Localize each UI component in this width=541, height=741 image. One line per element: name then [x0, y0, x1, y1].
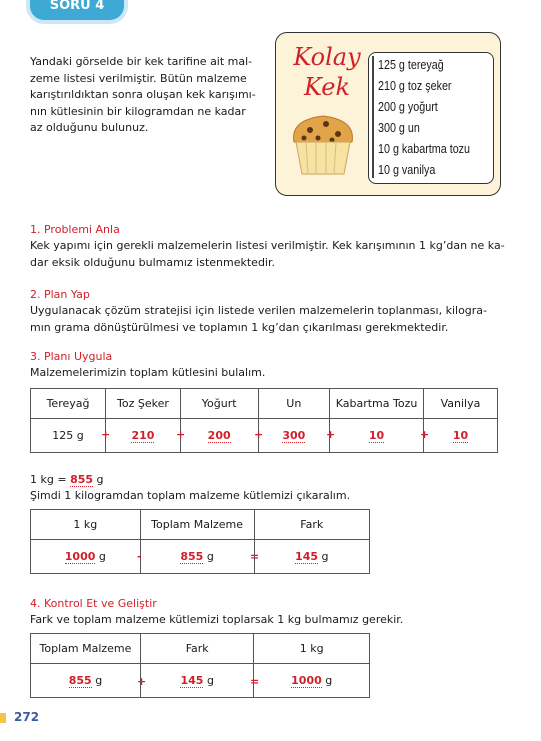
recipe-title — [292, 42, 362, 102]
plus-sign: + — [254, 428, 264, 441]
ingredient-list-rule — [372, 56, 374, 178]
answer-value: 855 — [180, 550, 204, 563]
plus-sign: + — [326, 428, 336, 441]
unit: g — [206, 550, 214, 563]
intro-line: karıştırıldıktan sonra oluşan kek karışımı- — [30, 88, 256, 101]
step2-line: mın grama dönüştürülmesi ve toplamın 1 kg’dan çıkarılması gerekmektedir. — [30, 320, 449, 334]
ingredient-item: 210 g toz şeker — [378, 79, 452, 93]
intro-text — [30, 54, 262, 137]
answer-value: 300 — [282, 429, 306, 442]
answer-value: 200 — [207, 429, 231, 442]
plus-sign: + — [137, 675, 147, 688]
equals-sign: = — [250, 550, 260, 563]
intro-line: zeme listesi verilmiştir. Bütün malzeme — [30, 71, 247, 85]
table-cell — [140, 540, 254, 574]
table-cell — [140, 664, 253, 698]
answer-value: 210 — [131, 429, 155, 442]
kg-prefix: 1 kg = — [30, 473, 71, 486]
muffin-icon — [286, 108, 360, 180]
unit: g — [325, 674, 333, 687]
table-header: Toplam Malzeme — [31, 634, 141, 664]
step3-second-intro: Şimdi 1 kilogramdan toplam malzeme kütlemizi çıkaralım. — [30, 489, 351, 502]
kg-conversion-line — [30, 472, 104, 489]
table-cell — [254, 664, 370, 698]
ingredient-item: 200 g yoğurt — [378, 100, 438, 114]
table-header: 1 kg — [31, 510, 141, 540]
plus-sign: + — [420, 428, 430, 441]
page-marker-bar — [0, 713, 6, 723]
table-header: Tereyağ — [31, 389, 106, 419]
difference-table — [30, 509, 370, 574]
unit: g — [321, 550, 329, 563]
page-number: 272 — [14, 710, 40, 724]
minus-sign: - — [137, 550, 142, 563]
intro-line: Yandaki görselde bir kek tarifine ait mal- — [30, 55, 253, 68]
first-value: 125 g — [52, 429, 84, 442]
table-header: 1 kg — [254, 634, 370, 664]
unit: g — [95, 674, 103, 687]
ingredient-item: 125 g tereyağ — [378, 58, 444, 72]
table-header: Toplam Malzeme — [140, 510, 254, 540]
step3-heading: 3. Planı Uygula — [30, 350, 113, 363]
recipe-title-line: Kolay — [293, 43, 361, 71]
table-header: Yoğurt — [180, 389, 258, 419]
table-cell — [258, 419, 330, 453]
equals-sign: = — [250, 675, 260, 688]
table-cell — [330, 419, 424, 453]
answer-value: 145 — [180, 674, 204, 687]
ingredient-item: 300 g un — [378, 121, 420, 135]
table-cell — [423, 419, 497, 453]
table-cell — [106, 419, 181, 453]
step2-line: Uygulanacak çözüm stratejisi için listede verilen malzemelerin toplanması, kilogra- — [30, 304, 488, 317]
step2-heading: 2. Plan Yap — [30, 288, 90, 301]
table-header: Fark — [140, 634, 253, 664]
step3-intro: Malzemelerimizin toplam kütlesini bulalım. — [30, 366, 266, 379]
table-cell — [31, 540, 141, 574]
step1-line: dar eksik olduğunu bulmamız istenmektedir. — [30, 255, 275, 269]
step1-text — [30, 238, 505, 271]
unit: g — [98, 550, 106, 563]
table-cell — [254, 540, 369, 574]
table-header: Vanilya — [423, 389, 497, 419]
kg-answer: 855 — [70, 473, 94, 486]
ingredient-item: 10 g kabartma tozu — [378, 142, 471, 156]
table-cell — [31, 664, 141, 698]
step4-intro: Fark ve toplam malzeme kütlemizi toplarsak 1 kg bulmamız gerekir. — [30, 613, 404, 626]
step2-text — [30, 303, 487, 336]
answer-value: 10 — [452, 429, 469, 442]
step4-heading: 4. Kontrol Et ve Geliştir — [30, 597, 157, 610]
ingredients-table — [30, 388, 498, 453]
table-cell — [31, 419, 106, 453]
table-header: Un — [258, 389, 330, 419]
unit: g — [206, 674, 214, 687]
answer-value: 1000 — [291, 674, 322, 687]
plus-sign: + — [176, 428, 186, 441]
table-cell — [180, 419, 258, 453]
ingredient-item: 10 g vanilya — [378, 163, 436, 177]
answer-value: 1000 — [64, 550, 96, 563]
intro-line: az olduğunu bulunuz. — [30, 121, 149, 134]
step1-heading: 1. Problemi Anla — [30, 223, 120, 236]
answer-value: 145 — [295, 550, 319, 563]
check-table — [30, 633, 370, 698]
table-header: Kabartma Tozu — [330, 389, 424, 419]
table-header: Fark — [254, 510, 369, 540]
question-title: SORU 4 — [49, 0, 105, 13]
answer-value: 855 — [68, 674, 92, 687]
intro-line: nın kütlesinin bir kilogramdan ne kadar — [30, 104, 246, 118]
question-tab — [30, 0, 124, 20]
plus-sign: + — [101, 428, 111, 441]
answer-value: 10 — [368, 429, 385, 442]
kg-suffix: g — [93, 473, 104, 486]
table-header: Toz Şeker — [106, 389, 181, 419]
step1-line: Kek yapımı için gerekli malzemelerin listesi verilmiştir. Kek karışımının 1 kg’dan ne ka- — [30, 239, 505, 252]
recipe-title-line: Kek — [303, 73, 351, 101]
